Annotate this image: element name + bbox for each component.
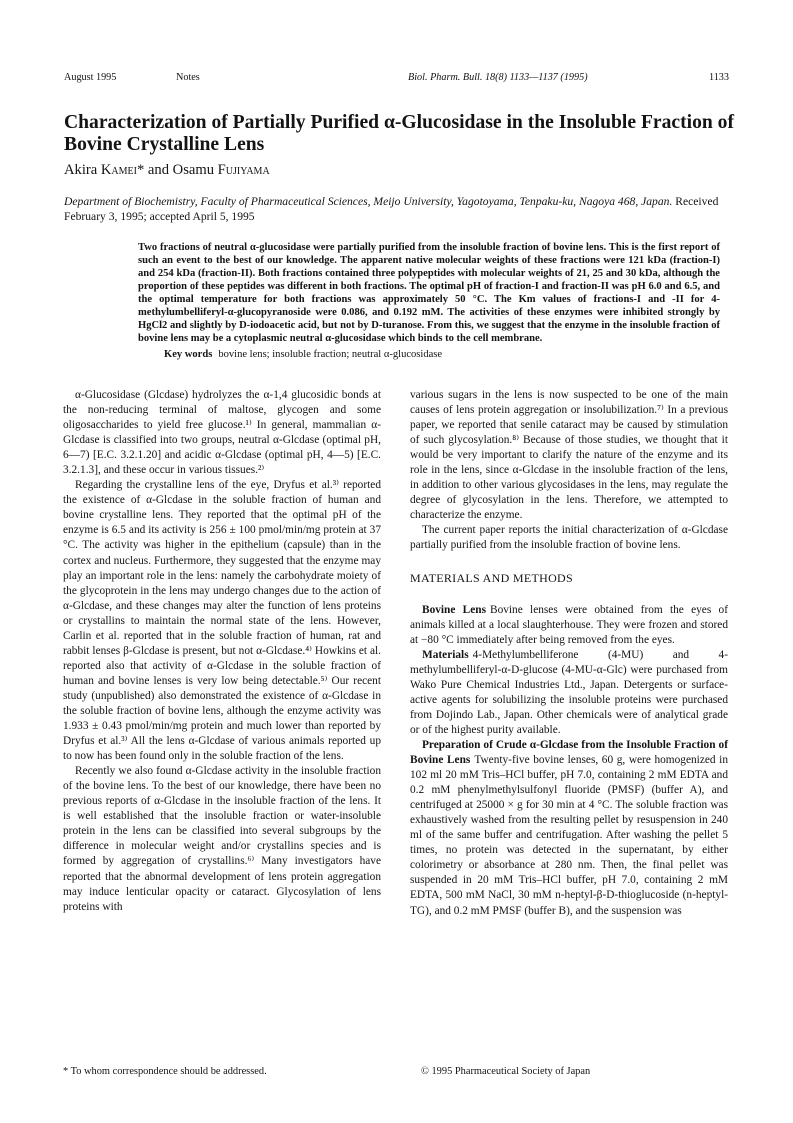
received-dates: Received February 3, 1995; accepted April 5, 1995 bbox=[64, 195, 719, 223]
author-separator: and Osamu bbox=[144, 162, 218, 178]
paragraph-materials bbox=[410, 648, 728, 738]
abstract: Two fractions of neutral α-glucosidase were partially purified from the insoluble fraction of bovine lens. This is the first report of such an event to the best of our knowledge. The apparent native molecular weights of these fractions were 121 kDa (fraction-I) and 254 kDa (fraction-II). Both fractions contained three polypeptides with molecular weights of 21, 25 and 30 kDa, although the proportion of these peptides was different in both fractions. The optimal pH of fraction-I and fraction-II was pH 6.0 and 6.5, and the optimal temperature for both fractions was approximately 50 °C. The Km values of fractions-I and -II for 4-methylumbelliferyl-α-glucopyranoside were 0.086, and 0.192 mM. The activities of these enzymes were inhibited strongly by HgCl2 and slightly by D-iodoacetic acid, but not by D-turanose. From this, we suggest that the enzyme in the insoluble fraction of bovine lens may be a cytoplasmic neutral α-glucosidase which binds to the cell membrane. bbox=[138, 242, 720, 345]
running-header-date: August 1995 bbox=[64, 72, 117, 83]
paragraph-intro-3-continued: various sugars in the lens is now suspected to be one of the main causes of lens protein aggregation or insolubilization.⁷⁾ In a previous paper, we reported that senile cataract may be caused by stimulation of such glycosylation.⁸⁾ Because of those studies, we thought that it would be very important to clarify the nature of the enzyme and its role in the lens, since α-Glcdase in the insoluble fraction of the lens, in addition to other various glycosidases in the lens, may regulate the degree of glycosylation in the lens. Therefore, we attempted to characterize the enzyme. bbox=[410, 389, 728, 522]
running-header-section: Notes bbox=[176, 72, 200, 83]
section-heading-methods: MATERIALS AND METHODS bbox=[410, 570, 573, 585]
keywords-label: Key words bbox=[164, 349, 213, 360]
paragraph-preparation bbox=[410, 738, 728, 919]
affiliation bbox=[64, 194, 734, 224]
keywords-text: bovine lens; insoluble fraction; neutral α-glucosidase bbox=[218, 349, 443, 360]
paragraph-text: 4-Methylumbelliferone (4-MU) and 4-methylumbelliferyl-α-D-glucose (4-MU-α-Glc) were purchased from Wako Pure Chemical Industries Ltd., Japan. Detergents or surface-active agents for solubilizing the insoluble proteins were purchased from Dojindo Lab., Japan. Other chemicals were of analytical grade or of the highest purity available. bbox=[410, 648, 728, 736]
paragraph-intro-4: The current paper reports the initial characterization of α-Glcdase partially purified from the insoluble fraction of bovine lens. bbox=[410, 524, 728, 552]
footnote: * To whom correspondence should be addressed. bbox=[63, 1066, 267, 1077]
author-1-surname: Kamei bbox=[100, 162, 137, 178]
paragraph-intro-1: α-Glucosidase (Glcdase) hydrolyzes the α-1,4 glucosidic bonds at the non-reducing terminal of maltose, glycogen and some oligosaccharides to yield free glucose.¹⁾ In general, mammalian α-Glcdase is classified into two groups, neutral α-Glcdase (optimal pH, 6—7) [E.C. 3.2.1.20] and acidic α-Glcdase (optimal pH, 4—5) [E.C. 3.2.1.3], and these occur in various tissues.²⁾ bbox=[63, 389, 381, 477]
copyright: © 1995 Pharmaceutical Society of Japan bbox=[421, 1066, 591, 1077]
page-number: 1133 bbox=[709, 72, 729, 83]
run-in-heading-materials: Materials bbox=[422, 648, 469, 661]
paragraph-bovine-lens bbox=[410, 603, 728, 648]
paragraph-text: Twenty-five bovine lenses, 60 g, were homogenized in 102 ml 20 mM Tris–HCl buffer, pH 7.0, containing 2 mM EDTA and 0.2 mM phenylmethylsulfonyl fluoride (PMSF) (buffer A), and centrifuged at 25000 × g for 30 min at 4 °C. The soluble fraction was exhaustively washed from the resulting pellet by resuspension in 240 ml of the same buffer and centrifugation. After washing the pellet 5 times, no protein was detected in the supernatant, by either colorimetry or absorbance at 280 nm. Then, the final pellet was suspended in 20 mM Tris–HCl buffer, pH 7.0, containing 2 mM EDTA, 500 mM NaCl, 30 mM n-heptyl-β-D-thioglucoside (n-heptyl-TG), and 0.2 mM PMSF (buffer B), and the suspension was bbox=[410, 754, 728, 917]
paragraph-intro-3: Recently we also found α-Glcdase activity in the insoluble fraction of the bovine lens. To the best of our knowledge, there have been no previous reports of α-Glcdase in the insoluble fraction of the lens. It is well established that the insoluble fraction or water-insoluble protein in the lens can be classified into several subgroups by the difference in molecular weight and/or crystallins species and is formed by aggregation of crystallins.⁶⁾ Many investigators have reported that the abnormal development of lens protein aggregation may induce lenticular opacity or cataract. Glycosylation of lens proteins with bbox=[63, 765, 381, 913]
author-line bbox=[64, 162, 270, 179]
paragraph-intro-2: Regarding the crystalline lens of the eye, Dryfus et al.³⁾ reported the existence of α-Glcdase in the soluble fraction of human and bovine crystalline lens. They reported that the optimal pH of the enzyme is 6.5 and its activity is 256 ± 100 pmol/min/mg protein at 37 °C. The activity was higher in the epithelium (capsule) than in the cortex and nucleus. Furthermore, they suggested that the enzyme may play an important role in the lens: namely the carbohydrate moiety of the glycoprotein in the lens may undergo changes due to the action of α-Glcdase, and these changes may alter the function of lens proteins or crystallins to maintain the normal state of the lens. However, Carlin et al. reported that in the soluble fraction of human, rat and rabbit lenses β-Glcdase is present, but not α-Glcdase.⁴⁾ Howkins et al. reported also that activity of α-Glcdase in the soluble fraction of human and bovine lenses is very low being detectable.⁵⁾ Our recent study (unpublished) also demonstrated the existence of α-Glcdase in the soluble fraction of bovine lens, although the enzyme activity was 1.933 ± 0.43 pmol/min/mg protein and much lower than reported by Dryfus et al.³⁾ All the lens α-Glcdase of various animals reported up to now has been found only in the soluble fraction of the lens. bbox=[63, 479, 381, 763]
author-2-surname: Fujiyama bbox=[217, 162, 270, 178]
body-column-right bbox=[410, 388, 728, 919]
corresponding-author-mark: * bbox=[136, 162, 145, 178]
run-in-heading-preparation: Preparation of Crude α-Glcdase from the Insoluble Fraction of Bovine Lens bbox=[410, 738, 728, 767]
run-in-heading-bovine-lens: Bovine Lens bbox=[422, 603, 486, 616]
keywords bbox=[164, 349, 442, 360]
paragraph-text: Bovine lenses were obtained from the eyes of animals killed at a local slaughterhouse. They were frozen and stored at −80 °C immediately after being removed from the eyes. bbox=[410, 603, 728, 646]
body-column-left bbox=[63, 388, 381, 915]
affiliation-address: Department of Biochemistry, Faculty of Pharmaceutical Sciences, Meijo University, Yagotoyama, Tenpaku-ku, Nagoya 468, Japan. bbox=[64, 195, 673, 208]
article-title: Characterization of Partially Purified α-Glucosidase in the Insoluble Fraction of Bovine Crystalline Lens bbox=[64, 112, 734, 155]
running-header-journal: Biol. Pharm. Bull. 18(8) 1133—1137 (1995) bbox=[408, 72, 588, 83]
author-1-first-name: Akira bbox=[64, 162, 101, 178]
